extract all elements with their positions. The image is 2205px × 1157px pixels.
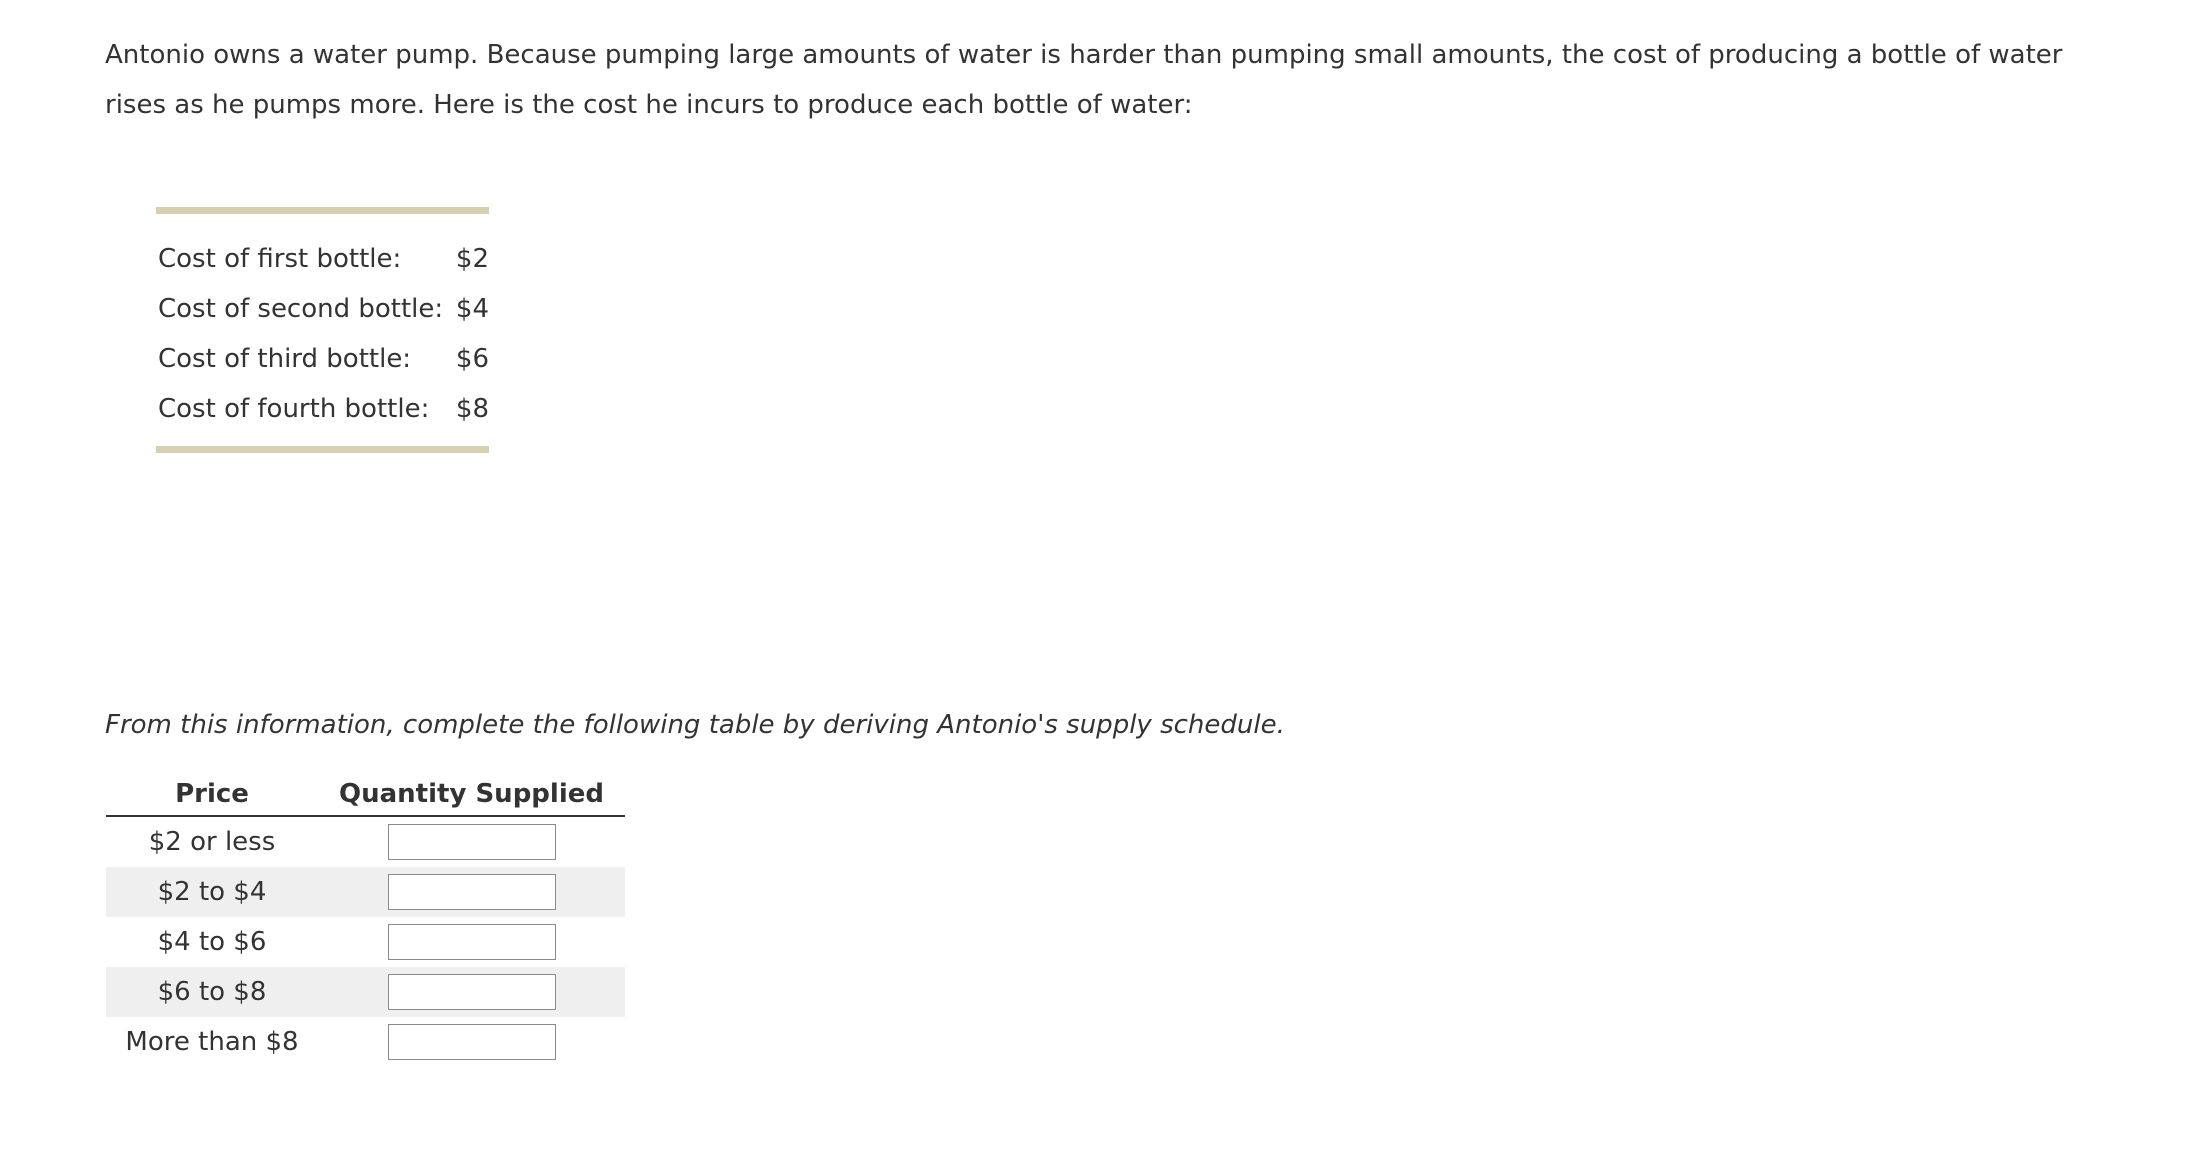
- price-header: Price: [106, 773, 318, 816]
- quantity-cell: [318, 967, 625, 1017]
- cost-label: Cost of fourth bottle:: [158, 394, 430, 424]
- quantity-header: Quantity Supplied: [318, 773, 625, 816]
- cost-label: Cost of third bottle:: [158, 344, 412, 374]
- cost-value: $4: [455, 294, 489, 324]
- quantity-input[interactable]: [388, 1024, 556, 1060]
- supply-schedule-table: [106, 773, 625, 1067]
- cost-value: $6: [455, 344, 489, 374]
- price-cell: $2 to $4: [106, 867, 318, 917]
- quantity-cell: [318, 816, 625, 867]
- table-header-row: [106, 773, 625, 816]
- table-row: [106, 816, 625, 867]
- cost-row: [156, 284, 489, 334]
- quantity-input[interactable]: [388, 924, 556, 960]
- cost-value: $8: [455, 394, 489, 424]
- cost-label: Cost of second bottle:: [158, 294, 444, 324]
- cost-row: [156, 334, 489, 384]
- cost-value: $2: [455, 244, 489, 274]
- cost-table: [156, 207, 489, 453]
- intro-line-2: rises as he pumps more. Here is the cost he incurs to produce each bottle of water:: [105, 90, 1193, 120]
- price-cell: More than $8: [125, 1027, 299, 1057]
- table-row: [106, 867, 625, 917]
- quantity-input[interactable]: [388, 874, 556, 910]
- table-row: [106, 967, 625, 1017]
- quantity-cell: [318, 867, 625, 917]
- instruction-text: From this information, complete the following table by deriving Antonio's supply schedule.: [105, 710, 1285, 740]
- quantity-input[interactable]: [388, 824, 556, 860]
- price-cell: $4 to $6: [157, 927, 267, 957]
- intro-paragraph: [105, 30, 2105, 130]
- quantity-cell: [318, 1017, 625, 1067]
- intro-line-1: Antonio owns a water pump. Because pumping large amounts of water is harder than pumping small amounts, the cost of producing a bottle of water: [105, 40, 2063, 70]
- table-row: [106, 1017, 625, 1067]
- cost-row: [156, 384, 489, 434]
- table-row: [106, 917, 625, 967]
- cost-label: Cost of first bottle:: [158, 244, 402, 274]
- quantity-input[interactable]: [388, 974, 556, 1010]
- quantity-cell: [318, 917, 625, 967]
- price-cell: $6 to $8: [106, 967, 318, 1017]
- price-cell: $2 or less: [148, 827, 276, 857]
- cost-row: [156, 234, 489, 284]
